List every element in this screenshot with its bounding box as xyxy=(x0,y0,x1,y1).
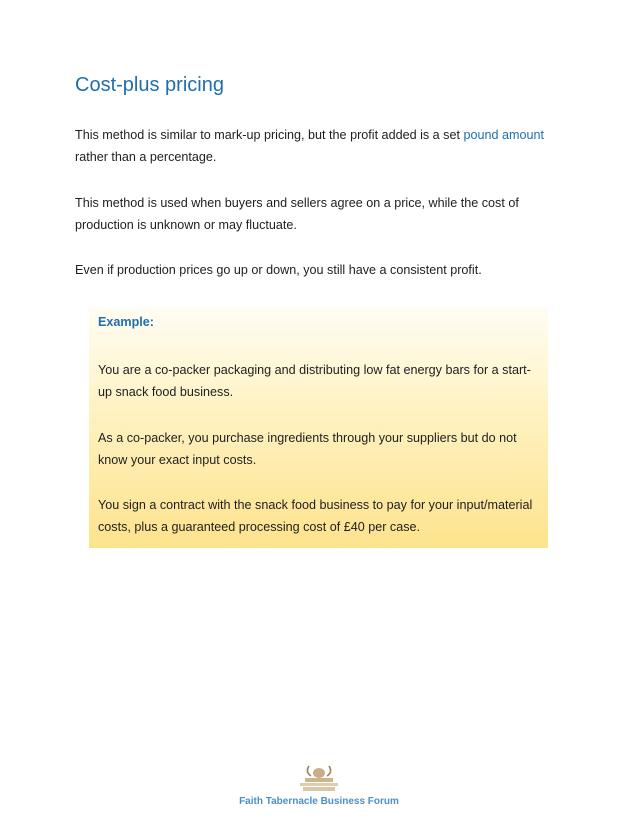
paragraph-profit: Even if production prices go up or down, you still have a consistent profit. xyxy=(75,263,482,277)
example-heading: Example: xyxy=(98,315,154,329)
example-item: You sign a contract with the snack food business to pay for your input/material costs, plus a guaranteed processing cost of £40 per case. xyxy=(98,498,533,534)
tabernacle-logo-icon xyxy=(297,762,341,794)
page-title: Cost-plus pricing xyxy=(75,74,224,96)
footer-organization: Faith Tabernacle Business Forum xyxy=(239,796,399,807)
paragraph-text: This method is similar to mark-up pricing, but the profit added is a set xyxy=(75,128,464,142)
example-item: You are a co-packer packaging and distributing low fat energy bars for a start-up snack food business. xyxy=(98,363,531,399)
paragraph-definition xyxy=(75,124,555,168)
paragraph-text: rather than a percentage. xyxy=(75,150,217,164)
pound-amount-link[interactable]: pound amount xyxy=(463,128,545,142)
paragraph-usage: This method is used when buyers and sellers agree on a price, while the cost of production is unknown or may fluctuate. xyxy=(75,196,519,232)
example-item: As a co-packer, you purchase ingredients through your suppliers but do not know your exact input costs. xyxy=(98,431,517,467)
